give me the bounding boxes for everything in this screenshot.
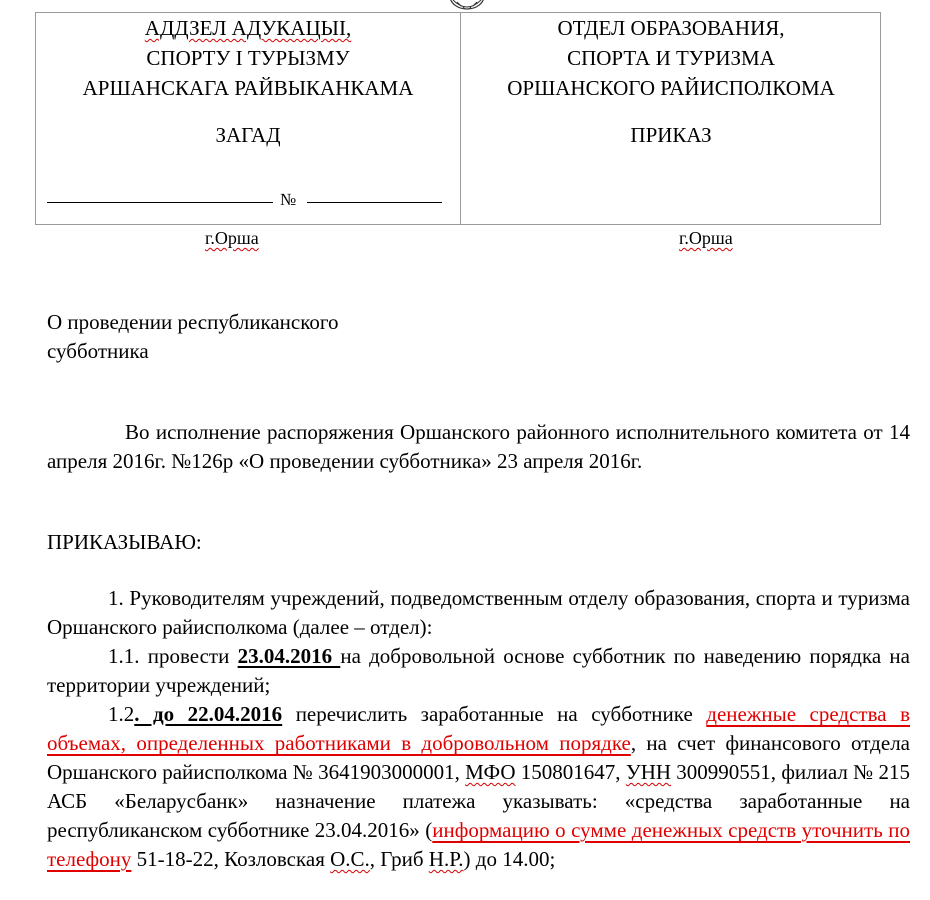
state-emblem-icon	[447, 0, 487, 10]
event-date: 23.04.2016	[237, 644, 341, 668]
order-item-1-2: 1.2. до 22.04.2016 перечислить заработанные на субботнике денежные средства в объемах, определенных работниками в добровольном порядке, на счет финансового отдела Оршанского райисполкома № 3641903000001, МФО 150801647, УНН 300990551, филиал № 215 АСБ «Беларусбанк» назначение платежа указывать: «средства заработанные на республиканском субботнике 23.04.2016» (информацию о сумме денежных средств уточнить по телефону 51-18-22, Козловская О.С., Гриб Н.Р.) до 14.00;	[47, 702, 910, 871]
org-name-line: ОТДЕЛ ОБРАЗОВАНИЯ,	[557, 16, 785, 40]
order-date-number-line	[47, 183, 447, 207]
org-name-line: АДДЗЕЛ АДУКАЦЫІ,	[144, 16, 352, 40]
funds-amount-note: денежные средства в объемах, определенных работниками в добровольном порядке	[47, 702, 910, 755]
order-item-1: 1. Руководителям учреждений, подведомственным отделу образования, спорта и туризма Оршанского райисполкома (далее – отдел):	[47, 586, 910, 639]
org-name-line: СПОРТУ І ТУРЫЗМУ	[146, 46, 350, 70]
org-name-line: АРШАНСКАГА РАЙВЫКАНКАМА	[82, 76, 414, 100]
number-sign: №	[280, 190, 297, 209]
order-item-1-1: 1.1. провести 23.04.2016 на добровольной основе субботник по наведению порядка на территории учреждений;	[47, 644, 910, 697]
city-left: г.Орша	[205, 228, 259, 248]
order-word-belarusian: ЗАГАД	[215, 123, 281, 147]
phone-info-note: информацию о сумме денежных средств уточнить по телефону	[47, 818, 910, 871]
letterhead-left-belarusian	[36, 13, 460, 209]
preamble-paragraph: Во исполнение распоряжения Оршанского районного исполнительного комитета от 14 апреля 2016г. №126р «О проведении субботника» 23 апреля 2016г.	[47, 420, 910, 473]
transfer-deadline: . до 22.04.2016	[134, 702, 283, 726]
order-word-russian: ПРИКАЗ	[630, 123, 712, 147]
letterhead-table	[35, 12, 881, 225]
org-name-line: ОРШАНСКОГО РАЙИСПОЛКОМА	[507, 76, 835, 100]
number-blank	[307, 202, 442, 203]
city-right: г.Орша	[679, 228, 733, 248]
document-subject: О проведении республиканского субботника	[47, 310, 339, 363]
org-name-line: СПОРТА И ТУРИЗМА	[567, 46, 775, 70]
letterhead-right-russian	[461, 13, 881, 150]
orders-heading: ПРИКАЗЫВАЮ:	[47, 530, 202, 554]
date-blank	[47, 202, 273, 203]
